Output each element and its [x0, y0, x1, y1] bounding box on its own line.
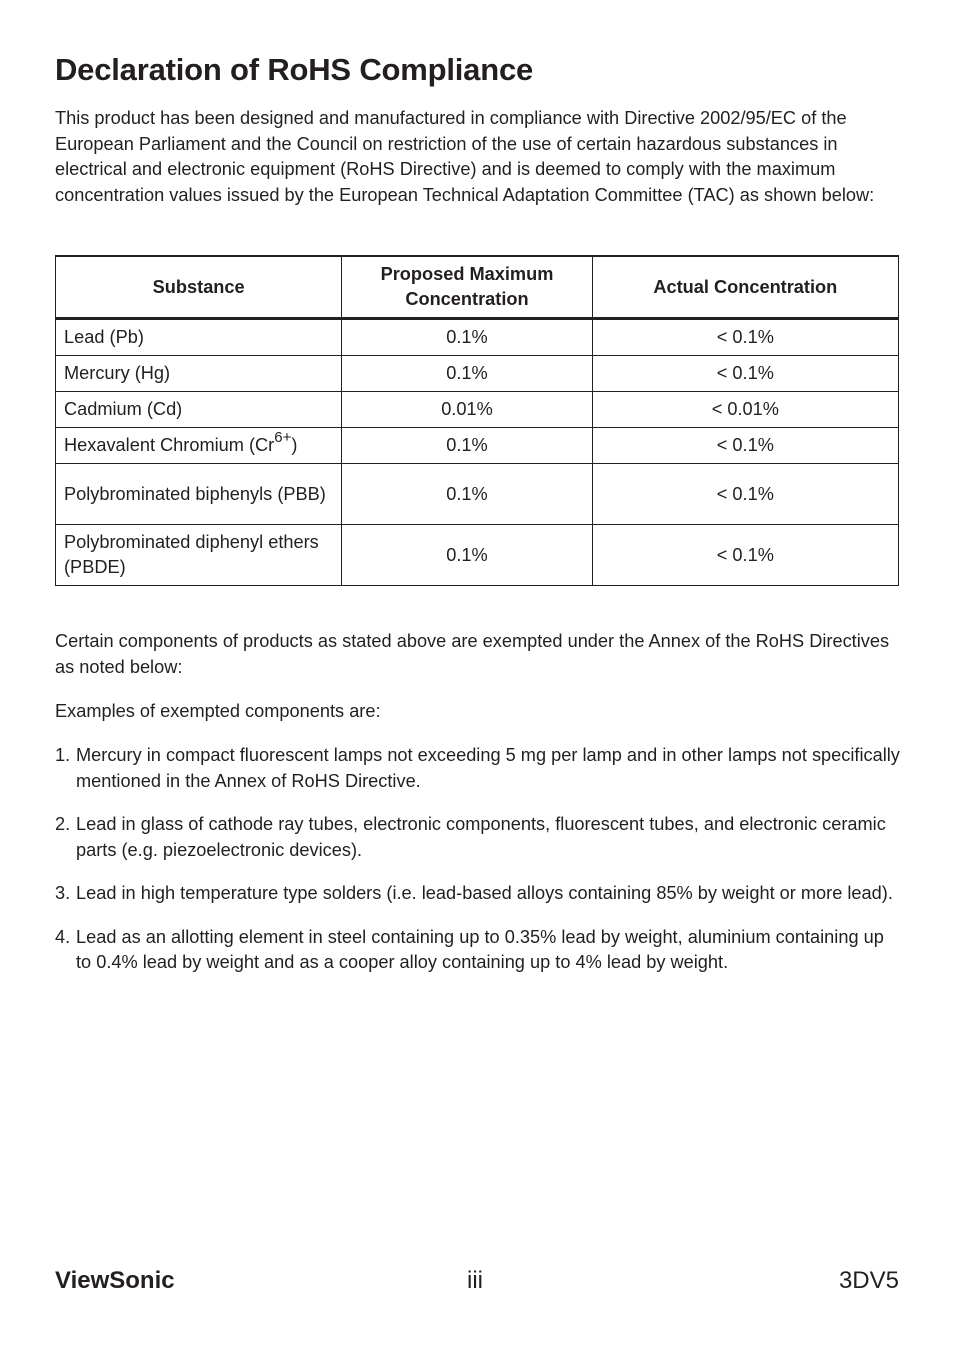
- list-item-text: Lead as an allotting element in steel containing up to 0.35% lead by weight, aluminium containing up to 0.4% lead by weight and as a cooper alloy containing up to 4% lead by weight.: [76, 926, 884, 972]
- actual-cell: < 0.1%: [592, 525, 898, 586]
- proposed-cell: 0.1%: [342, 525, 592, 586]
- actual-cell: < 0.1%: [592, 356, 898, 392]
- header-substance: Substance: [56, 256, 342, 319]
- proposed-cell: 0.1%: [342, 428, 592, 464]
- list-item-number: 1.: [55, 745, 71, 765]
- footer-page-number: iii: [467, 1267, 483, 1294]
- intro-paragraph: This product has been designed and manufactured in compliance with Directive 2002/95/EC of the European Parliament and the Council on restriction of the use of certain hazardous substances in electrical and electronic equipment (RoHS Directive) and is deemed to comply with the maximum concentration values issued by the European Technical Adaptation Committee (TAC) as shown below:: [55, 108, 875, 205]
- actual-cell: < 0.01%: [592, 392, 898, 428]
- table-row: [56, 428, 899, 464]
- list-item-number: 3.: [55, 883, 71, 903]
- substance-prefix: Hexavalent Chromium (Cr: [64, 435, 275, 455]
- proposed-cell: 0.1%: [342, 356, 592, 392]
- header-proposed-line2: Concentration: [405, 289, 529, 309]
- list-item-text: Mercury in compact fluorescent lamps not exceeding 5 mg per lamp and in other lamps not specifically mentioned in the Annex of RoHS Directive.: [76, 745, 900, 791]
- header-proposed-max: [342, 256, 592, 319]
- table-header-row: [56, 256, 899, 319]
- list-item-text: Lead in high temperature type solders (i.e. lead-based alloys containing 85% by weight or more lead).: [76, 883, 893, 903]
- page-title: Declaration of RoHS Compliance: [55, 52, 534, 87]
- proposed-cell: 0.1%: [342, 464, 592, 525]
- footer-brand: ViewSonic: [55, 1267, 175, 1294]
- table-row: [56, 356, 899, 392]
- table-row: [56, 525, 899, 586]
- actual-cell: < 0.1%: [592, 319, 898, 356]
- list-item: [55, 743, 900, 794]
- substance-superscript: 6+: [274, 428, 292, 446]
- substance-cell: Cadmium (Cd): [56, 392, 342, 428]
- table-row: [56, 319, 899, 356]
- substance-cell: Lead (Pb): [56, 319, 342, 356]
- list-item: [55, 881, 900, 907]
- footer-model: 3DV5: [838, 1267, 899, 1294]
- examples-heading: Examples of exempted components are:: [55, 701, 381, 721]
- exemption-note: Certain components of products as stated above are exempted under the Annex of the RoHS Directives as noted below:: [55, 631, 890, 677]
- list-item-number: 2.: [55, 814, 71, 834]
- substance-cell: Mercury (Hg): [56, 356, 342, 392]
- proposed-cell: 0.1%: [342, 319, 592, 356]
- list-item: [55, 812, 900, 863]
- table-row: [56, 392, 899, 428]
- proposed-cell: 0.01%: [342, 392, 592, 428]
- header-actual: Actual Concentration: [592, 256, 898, 319]
- substance-cell: Polybrominated biphenyls (PBB): [56, 464, 342, 525]
- substance-cell: [56, 428, 342, 464]
- list-item-text: Lead in glass of cathode ray tubes, electronic components, fluorescent tubes, and electronic ceramic parts (e.g. piezoelectronic devices).: [76, 814, 886, 860]
- header-proposed-line1: Proposed Maximum: [380, 264, 554, 284]
- list-item-number: 4.: [55, 926, 71, 947]
- actual-cell: < 0.1%: [592, 464, 898, 525]
- substance-suffix: ): [291, 435, 298, 455]
- list-item: [55, 925, 900, 976]
- table-row: [56, 464, 899, 525]
- substance-cell: Polybrominated diphenyl ethers (PBDE): [56, 525, 342, 586]
- exemption-list: [55, 743, 900, 994]
- actual-cell: < 0.1%: [592, 428, 898, 464]
- rohs-table: [55, 255, 899, 586]
